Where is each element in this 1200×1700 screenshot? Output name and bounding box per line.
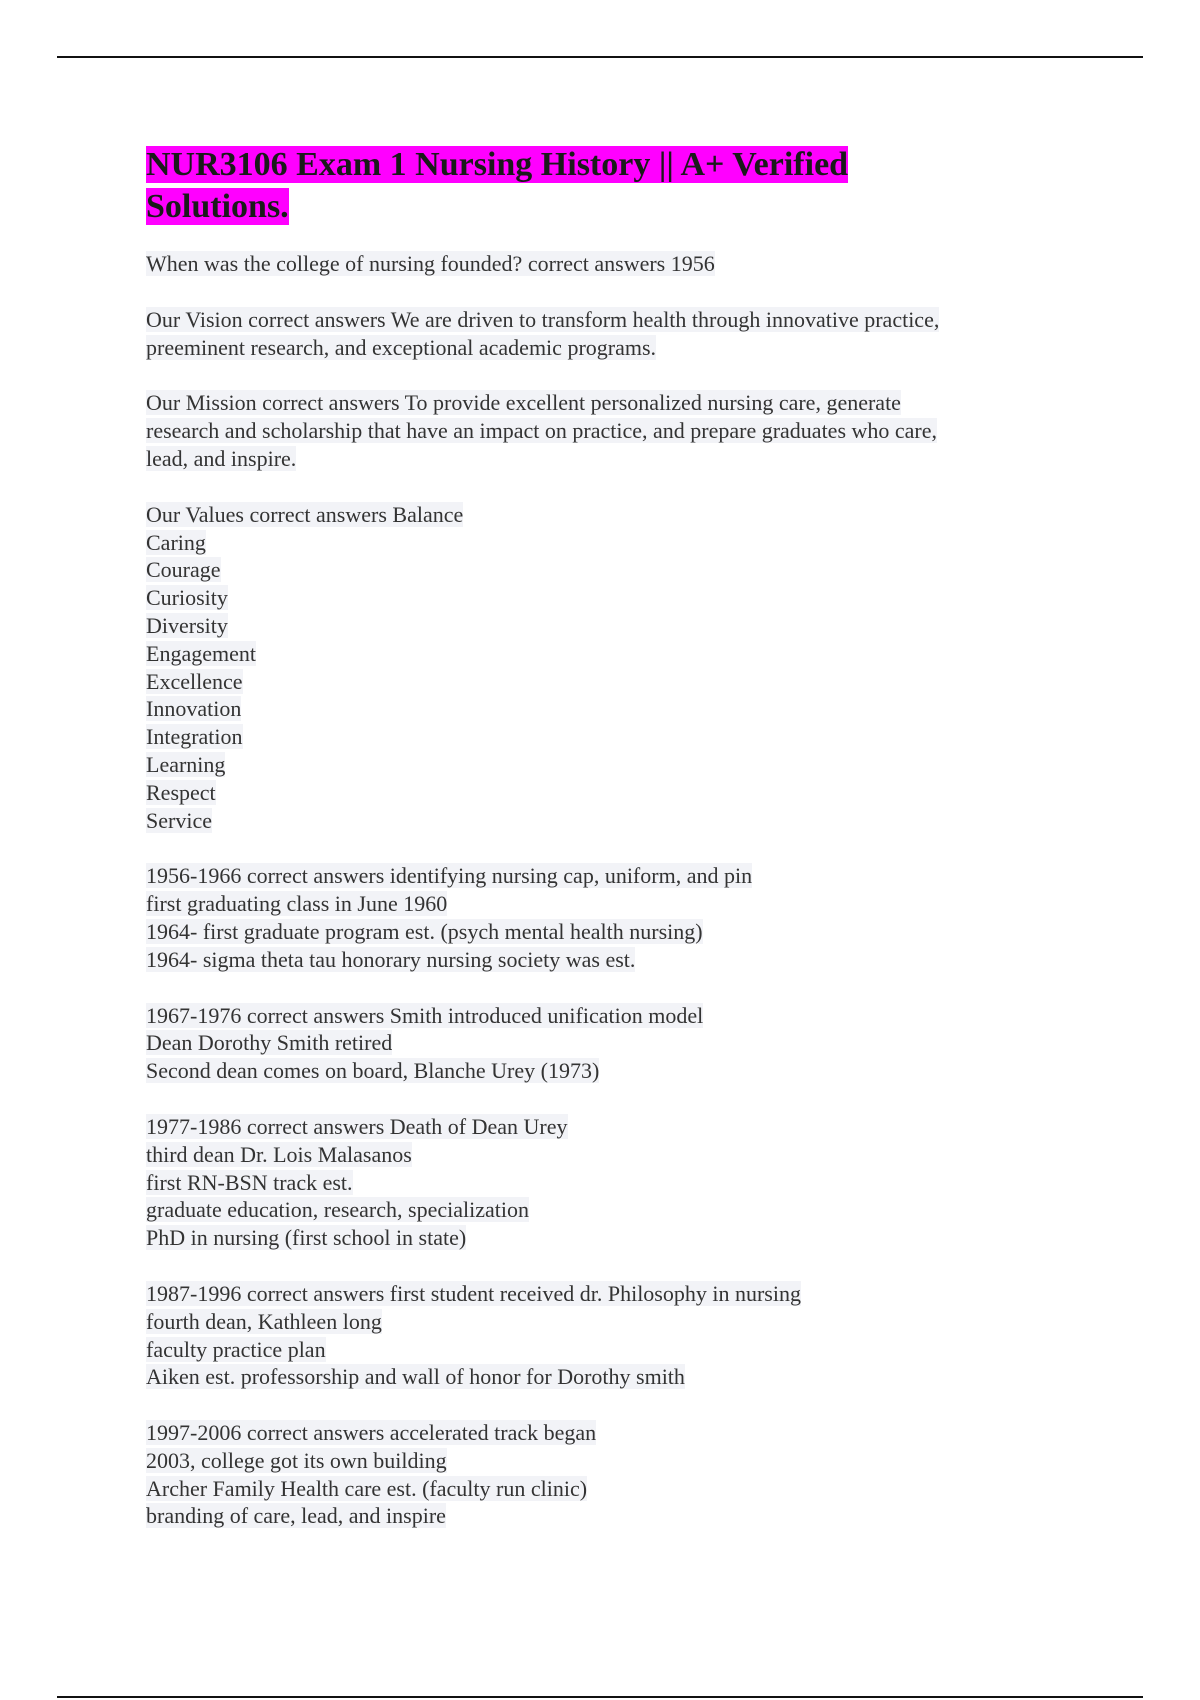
qa-line-text: Our Mission correct answers To provide excellent personalized nursing care, generate	[146, 390, 901, 416]
qa-line	[146, 890, 1046, 918]
qa-line-text: Aiken est. professorship and wall of honor for Dorothy smith	[146, 1364, 685, 1390]
qa-line	[146, 1419, 1046, 1447]
qa-line-text: 1987-1996 correct answers first student received dr. Philosophy in nursing	[146, 1280, 801, 1306]
qa-line	[146, 1002, 1046, 1030]
qa-line	[146, 807, 1046, 835]
qa-line-text: Curiosity	[146, 585, 228, 611]
qa-line-text: Dean Dorothy Smith retired	[146, 1030, 393, 1056]
qa-line	[146, 1280, 1046, 1308]
qa-line-text: When was the college of nursing founded? correct answers 1956	[146, 251, 715, 276]
qa-line-text: faculty practice plan	[146, 1336, 326, 1362]
qa-line-text: lead, and inspire.	[146, 445, 297, 471]
qa-line	[146, 946, 1046, 974]
qa-line-text: 1967-1976 correct answers Smith introduced unification model	[146, 1002, 704, 1028]
qa-line-text: first graduating class in June 1960	[146, 891, 448, 917]
qa-line-text: Archer Family Health care est. (faculty run clinic)	[146, 1475, 588, 1501]
qa-line-text: Engagement	[146, 640, 256, 666]
qa-line-text: Service	[146, 807, 212, 833]
qa-line	[146, 695, 1046, 723]
qa-line-text: Integration	[146, 724, 243, 750]
qa-line-text: branding of care, lead, and inspire	[146, 1503, 446, 1529]
qa-line	[146, 1363, 1046, 1391]
qa-line	[146, 779, 1046, 807]
qa-line	[146, 417, 1046, 445]
title-line-2: Solutions.	[146, 188, 289, 225]
bottom-divider	[57, 1696, 1143, 1698]
qa-line-text: Our Vision correct answers We are driven to transform health through innovative practice,	[146, 306, 940, 332]
document-body	[146, 144, 1046, 1558]
qa-entry	[146, 1002, 1046, 1085]
qa-line	[146, 862, 1046, 890]
qa-line	[146, 1029, 1046, 1057]
qa-line	[146, 1113, 1046, 1141]
qa-line	[146, 1502, 1046, 1530]
qa-line-text: Courage	[146, 557, 221, 583]
qa-line	[146, 640, 1046, 668]
qa-line	[146, 389, 1046, 417]
qa-line	[146, 723, 1046, 751]
qa-line	[146, 668, 1046, 696]
qa-line-text: Caring	[146, 529, 206, 555]
qa-line	[146, 529, 1046, 557]
qa-line-text: third dean Dr. Lois Malasanos	[146, 1141, 412, 1167]
qa-line	[146, 306, 1046, 334]
qa-line-text: 1964- sigma theta tau honorary nursing society was est.	[146, 946, 636, 972]
qa-line-text: Learning	[146, 751, 226, 777]
qa-line	[146, 334, 1046, 362]
qa-line-text: 2003, college got its own building	[146, 1447, 447, 1473]
qa-line-text: graduate education, research, specialization	[146, 1197, 529, 1223]
qa-entry	[146, 250, 1046, 278]
qa-line-text: Second dean comes on board, Blanche Urey (1973)	[146, 1058, 600, 1084]
qa-line-text: Our Values correct answers Balance	[146, 501, 464, 527]
qa-line	[146, 1224, 1046, 1252]
qa-line	[146, 1141, 1046, 1169]
qa-entry	[146, 389, 1046, 472]
qa-line	[146, 1196, 1046, 1224]
qa-line	[146, 501, 1046, 529]
qa-line-text: Excellence	[146, 668, 243, 694]
qa-line	[146, 556, 1046, 584]
qa-line-text: 1956-1966 correct answers identifying nursing cap, uniform, and pin	[146, 863, 753, 889]
qa-entry	[146, 862, 1046, 973]
qa-line-text: 1977-1986 correct answers Death of Dean Urey	[146, 1113, 568, 1139]
qa-list	[146, 250, 1046, 1530]
qa-line	[146, 250, 1046, 278]
qa-line-text: Diversity	[146, 612, 228, 638]
document-title	[146, 144, 1046, 228]
qa-line	[146, 1336, 1046, 1364]
qa-line-text: preeminent research, and exceptional academic programs.	[146, 334, 657, 360]
qa-line	[146, 584, 1046, 612]
qa-line-text: Innovation	[146, 696, 242, 722]
qa-line-text: 1997-2006 correct answers accelerated track began	[146, 1420, 597, 1446]
qa-entry	[146, 1419, 1046, 1530]
qa-entry	[146, 501, 1046, 835]
qa-line-text: Respect	[146, 779, 216, 805]
qa-line-text: fourth dean, Kathleen long	[146, 1308, 382, 1334]
qa-entry	[146, 1113, 1046, 1252]
top-divider	[57, 56, 1143, 58]
qa-line	[146, 1057, 1046, 1085]
qa-line	[146, 1308, 1046, 1336]
qa-line	[146, 1447, 1046, 1475]
qa-line	[146, 1475, 1046, 1503]
qa-line	[146, 612, 1046, 640]
qa-line	[146, 1169, 1046, 1197]
title-line-1: NUR3106 Exam 1 Nursing History || A+ Verified	[146, 146, 849, 183]
qa-line-text: first RN-BSN track est.	[146, 1169, 353, 1195]
qa-line	[146, 751, 1046, 779]
qa-line-text: PhD in nursing (first school in state)	[146, 1225, 467, 1251]
qa-line-text: 1964- first graduate program est. (psych mental health nursing)	[146, 918, 703, 944]
qa-line-text: research and scholarship that have an impact on practice, and prepare graduates who care,	[146, 418, 938, 444]
qa-line	[146, 918, 1046, 946]
qa-line	[146, 445, 1046, 473]
qa-entry	[146, 1280, 1046, 1391]
qa-entry	[146, 306, 1046, 362]
